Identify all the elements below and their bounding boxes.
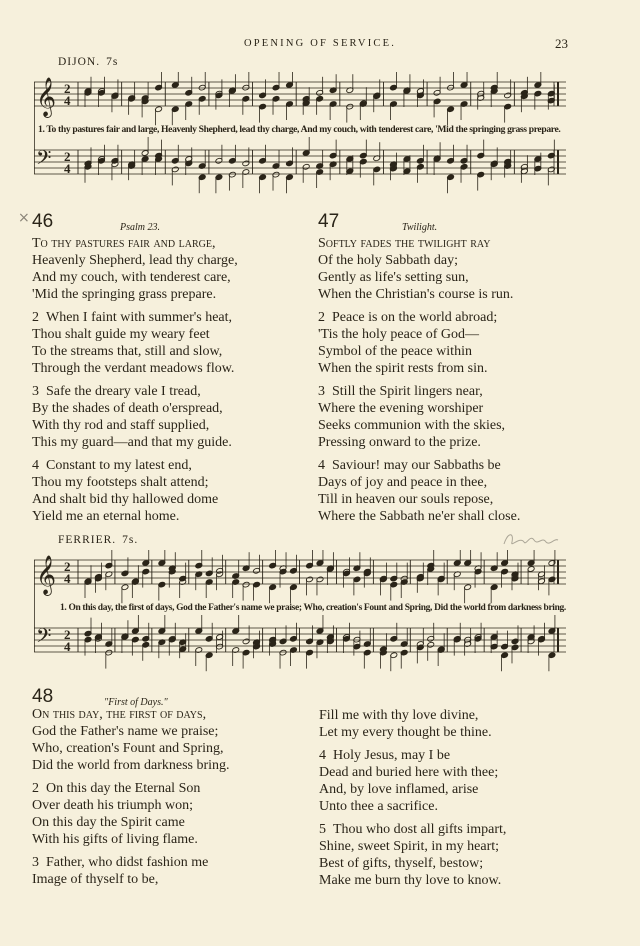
stanza	[318, 309, 608, 377]
verse-line	[32, 309, 307, 326]
verse-text: Over death his triumph won;	[32, 798, 193, 813]
verse-line	[32, 269, 307, 286]
verse-text: Softly fades the twilight ray	[318, 236, 491, 251]
verse-line	[318, 309, 608, 326]
verse-text: Where the Sabbath ne'er shall close.	[318, 509, 521, 524]
verse-text: Still the Spirit lingers near,	[332, 384, 483, 399]
treble-clef-icon: 𝄞	[36, 555, 57, 595]
stanza	[319, 821, 619, 889]
verse-text: Pressing onward to the prize.	[318, 435, 481, 450]
verse-text: With his gifts of living flame.	[32, 832, 198, 847]
verse-text: Days of joy and peace in thee,	[318, 475, 488, 490]
verse-line	[32, 740, 312, 757]
verse-text: Father, who didst fashion me	[46, 855, 209, 870]
verse-text: By the shades of death o'erspread,	[32, 401, 223, 416]
stanza-list	[32, 235, 307, 525]
running-title: OPENING OF SERVICE.	[243, 38, 397, 49]
verse-line	[318, 457, 608, 474]
tune-name-ferrier	[58, 534, 138, 546]
verse-line	[32, 252, 307, 269]
verse-line	[318, 326, 608, 343]
tune-meter: 7s.	[122, 534, 139, 546]
hymn-caption: Twilight.	[402, 222, 438, 233]
verse-number: 4	[318, 458, 325, 473]
verse-line	[318, 235, 608, 252]
verse-text: Seeks communion with the skies,	[318, 418, 506, 433]
verse-text: Symbol of the peace within	[318, 344, 472, 359]
stanza-list	[318, 235, 608, 525]
pencil-signature	[500, 530, 562, 550]
verse-number: 2	[32, 310, 39, 325]
verse-line	[319, 747, 619, 764]
verse-line	[32, 854, 312, 871]
hymn-caption: "First of Days."	[104, 697, 168, 708]
verse-line	[318, 383, 608, 400]
verse-line	[32, 474, 307, 491]
tune-meter: 7s	[106, 56, 119, 68]
verse-text: Image of thyself to be,	[32, 872, 159, 887]
time-signature: 4	[64, 571, 71, 586]
verse-line	[32, 871, 312, 888]
verse-text: On this day the Eternal Son	[46, 781, 201, 796]
verse-text: This my guard—and that my guide.	[32, 435, 232, 450]
verse-line	[32, 434, 307, 451]
verse-line	[318, 491, 608, 508]
verse-line	[318, 508, 608, 525]
verse-text: Saviour! may our Sabbaths be	[332, 458, 501, 473]
verse-text: Where the evening worshiper	[318, 401, 484, 416]
verse-text: To thy pastures fair and large,	[32, 236, 216, 251]
stanza-list-left	[32, 706, 312, 888]
lyric-underlay-dijon: 1. To thy pastures fair and large, Heavenly Shepherd, lead thy charge, And my couch, with tenderest care, 'Mid the springing grass prepare.	[38, 124, 561, 135]
verse-line	[318, 252, 608, 269]
verse-line	[32, 723, 312, 740]
verse-line	[318, 269, 608, 286]
pencil-mark: ×	[18, 210, 30, 226]
time-signature: 2	[64, 81, 71, 96]
verse-line	[32, 235, 307, 252]
verse-text: With thy rod and staff supplied,	[32, 418, 210, 433]
time-signature: 2	[64, 559, 71, 574]
verse-text: Fill me with thy love divine,	[319, 708, 479, 723]
time-signature: 2	[64, 149, 71, 164]
verse-number: 3	[32, 855, 39, 870]
verse-number: 5	[319, 822, 326, 837]
verse-text: Heavenly Shepherd, lead thy charge,	[32, 253, 238, 268]
verse-line	[319, 821, 619, 838]
verse-line	[319, 781, 619, 798]
verse-text: When the Christian's course is run.	[318, 287, 514, 302]
time-signature: 4	[64, 93, 71, 108]
hymn-number: 48	[32, 686, 54, 707]
page-number: 23	[555, 36, 568, 51]
verse-line	[319, 764, 619, 781]
verse-text: On this day, the first of days,	[32, 707, 207, 722]
verse-line	[32, 491, 307, 508]
verse-text: 'Tis the holy peace of God—	[318, 327, 480, 342]
verse-line	[319, 872, 619, 889]
verse-line	[319, 724, 619, 741]
time-signature: 2	[64, 627, 71, 642]
verse-line	[319, 798, 619, 815]
stanza	[319, 707, 619, 741]
hymn-caption: Psalm 23.	[120, 222, 160, 233]
stanza	[32, 457, 307, 525]
verse-text: Gently as life's setting sun,	[318, 270, 469, 285]
verse-text: God the Father's name we praise;	[32, 724, 219, 739]
verse-text: Of the holy Sabbath day;	[318, 253, 458, 268]
time-signature: 4	[64, 161, 71, 176]
tune-name-text: FERRIER.	[58, 534, 117, 546]
verse-number: 3	[318, 384, 325, 399]
verse-line	[32, 417, 307, 434]
treble-clef-icon: 𝄞	[36, 77, 57, 117]
verse-text: Dead and buried here with thee;	[319, 765, 499, 780]
verse-line	[318, 434, 608, 451]
verse-line	[319, 855, 619, 872]
verse-text: Yield me an eternal home.	[32, 509, 180, 524]
verse-text: Till in heaven our souls repose,	[318, 492, 494, 507]
verse-text: Shine, sweet Spirit, in my heart;	[319, 839, 500, 854]
page-header	[0, 36, 640, 54]
hymn-number: 47	[318, 211, 340, 232]
bass-clef-icon: 𝄢	[36, 624, 52, 652]
verse-text: When the spirit rests from sin.	[318, 361, 488, 376]
verse-line	[318, 286, 608, 303]
verse-number: 2	[318, 310, 325, 325]
bass-clef-icon: 𝄢	[36, 146, 52, 174]
hymn-48	[32, 686, 632, 888]
verse-text: Who, creation's Fount and Spring,	[32, 741, 224, 756]
stanza	[32, 780, 312, 848]
verse-text: On this day the Spirit came	[32, 815, 185, 830]
verse-line	[32, 383, 307, 400]
verse-line	[32, 797, 312, 814]
stanza	[318, 383, 608, 451]
stanza	[32, 383, 307, 451]
stanza	[32, 854, 312, 888]
verse-line	[32, 360, 307, 377]
hymn-number: 46	[32, 211, 54, 232]
verse-line	[32, 757, 312, 774]
verse-text: Constant to my latest end,	[46, 458, 192, 473]
verse-text: Holy Jesus, may I be	[333, 748, 451, 763]
verse-line	[32, 457, 307, 474]
verse-line	[32, 780, 312, 797]
verse-line	[318, 417, 608, 434]
verse-line	[32, 706, 312, 723]
stanza	[32, 309, 307, 377]
stanza-list-right	[319, 707, 619, 889]
verse-text: Let my every thought be thine.	[319, 725, 492, 740]
verse-number: 4	[319, 748, 326, 763]
verse-text: And, by love inflamed, arise	[319, 782, 479, 797]
verse-text: 'Mid the springing grass prepare.	[32, 287, 217, 302]
verse-text: When I faint with summer's heat,	[46, 310, 233, 325]
verse-line	[318, 360, 608, 377]
verse-text: Make me burn thy love to know.	[319, 873, 502, 888]
verse-text: Thou shalt guide my weary feet	[32, 327, 210, 342]
verse-text: And my couch, with tenderest care,	[32, 270, 231, 285]
time-signature: 4	[64, 639, 71, 654]
verse-line	[318, 400, 608, 417]
verse-text: Peace is on the world abroad;	[332, 310, 498, 325]
lyric-underlay-ferrier: 1. On this day, the first of days, God the Father's name we praise; Who, creation's Fount and Spring, Did the world from darkness bring.	[60, 602, 566, 613]
verse-line	[32, 508, 307, 525]
verse-line	[32, 814, 312, 831]
verse-text: Thou who dost all gifts impart,	[333, 822, 507, 837]
verse-line	[32, 326, 307, 343]
stanza	[32, 235, 307, 303]
verse-number: 4	[32, 458, 39, 473]
verse-number: 3	[32, 384, 39, 399]
verse-text: Did the world from darkness bring.	[32, 758, 230, 773]
verse-line	[32, 343, 307, 360]
tune-name-text: DIJON.	[58, 56, 101, 68]
stanza	[318, 235, 608, 303]
stanza	[318, 457, 608, 525]
stanza	[32, 706, 312, 774]
verse-number: 2	[32, 781, 39, 796]
verse-text: Unto thee a sacrifice.	[319, 799, 438, 814]
verse-text: And shalt bid thy hallowed dome	[32, 492, 219, 507]
verse-line	[32, 400, 307, 417]
verse-line	[318, 474, 608, 491]
tune-name-dijon	[58, 56, 118, 68]
verse-line	[319, 707, 619, 724]
verse-line	[32, 831, 312, 848]
stanza	[319, 747, 619, 815]
verse-text: Safe the dreary vale I tread,	[46, 384, 201, 399]
verse-line	[318, 343, 608, 360]
verse-text: Through the verdant meadows flow.	[32, 361, 235, 376]
hymn-47	[318, 213, 608, 525]
verse-line	[319, 838, 619, 855]
verse-line	[32, 286, 307, 303]
hymn-46	[32, 213, 307, 525]
verse-text: Thou my footsteps shalt attend;	[32, 475, 209, 490]
verse-text: Best of gifts, thyself, bestow;	[319, 856, 484, 871]
verse-text: To the streams that, still and slow,	[32, 344, 223, 359]
